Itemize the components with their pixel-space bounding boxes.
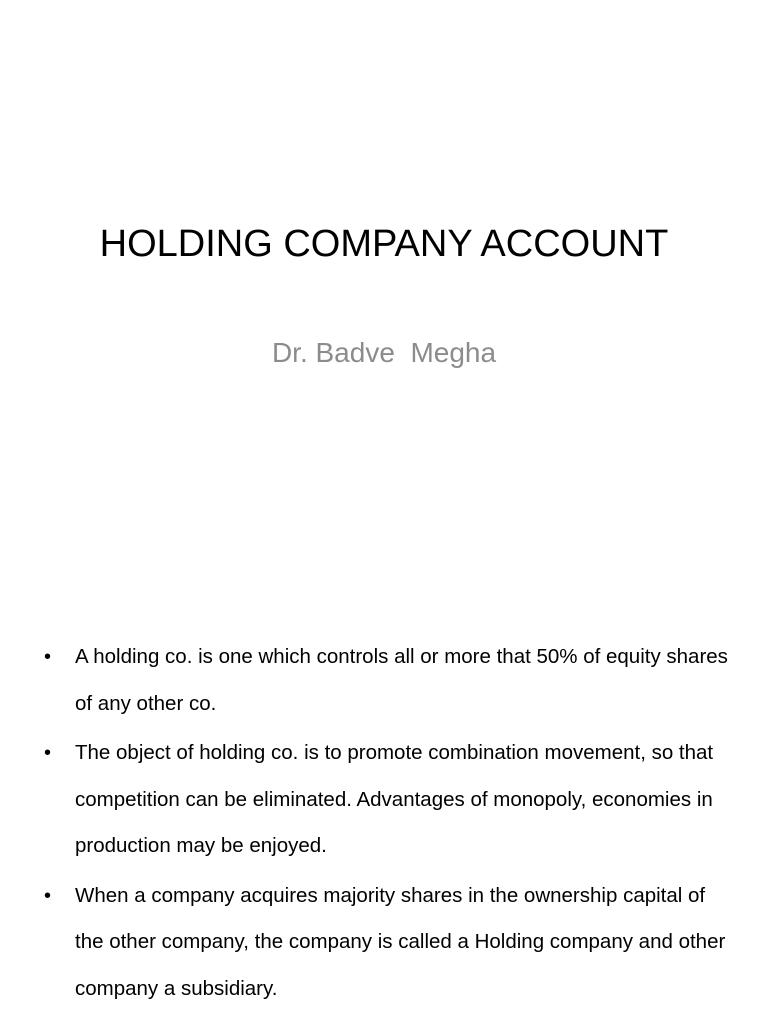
slide-subtitle: Dr. Badve Megha	[271, 337, 497, 368]
bullet-text: The object of holding co. is to promote combination movement, so that competition can be eliminated. Advantages of monopoly, economies in production may be enjoyed.	[75, 741, 714, 857]
bullet-item	[0, 873, 768, 1013]
bullet-item	[0, 730, 768, 870]
bullet-dot-icon: •	[44, 646, 52, 668]
bullet-dot-icon: •	[44, 742, 52, 764]
bullet-dot-icon: •	[44, 884, 52, 907]
bullet-list	[0, 634, 768, 1015]
bullet-item	[0, 634, 768, 727]
slide-title: HOLDING COMPANY ACCOUNT	[99, 223, 669, 265]
bullet-text: When a company acquires majority shares in the ownership capital of the other company, the company is called a Holding company and other company a subsidiary.	[75, 883, 726, 1000]
bullet-text: A holding co. is one which controls all or more that 50% of equity shares of any other co.	[75, 645, 728, 715]
